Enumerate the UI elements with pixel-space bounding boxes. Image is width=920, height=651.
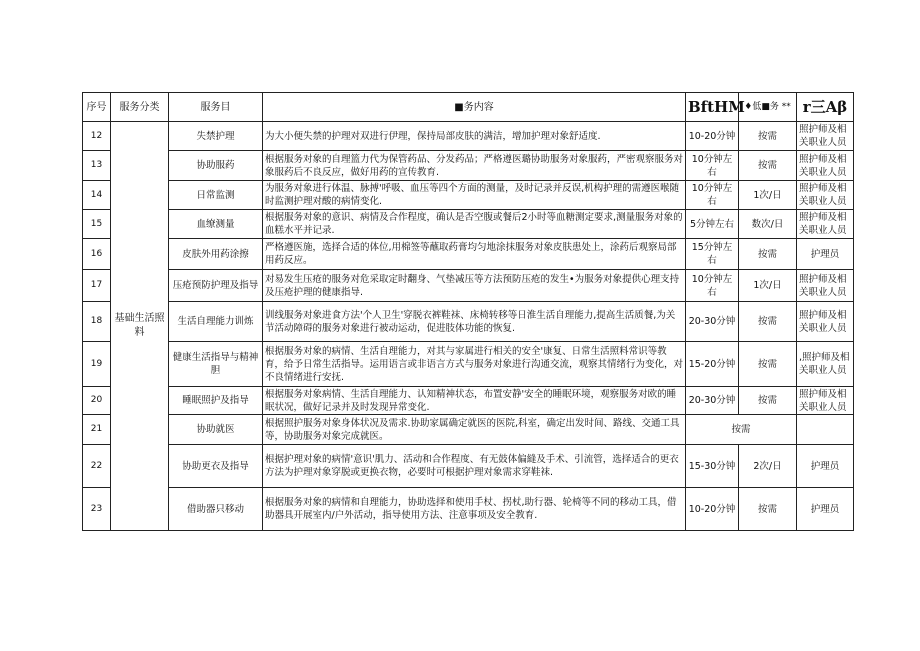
service-item: 协助更衣及指导 <box>169 445 263 488</box>
service-time: 15-20分钟 <box>686 342 739 387</box>
row-number: 14 <box>83 181 111 210</box>
service-item: 借助器只移动 <box>169 488 263 531</box>
service-frequency: 按需 <box>739 342 797 387</box>
service-item: 失禁护理 <box>169 122 263 151</box>
header-category: 服务分类 <box>111 93 169 122</box>
header-staff: r三Aβ <box>797 93 854 122</box>
service-time: 15分钟左右 <box>686 239 739 270</box>
table-row <box>83 151 854 181</box>
service-staff: 照护师及相关职业人员 <box>797 210 854 239</box>
service-frequency: 数次/日 <box>739 210 797 239</box>
header-frequency: ♦低■务 ** <box>739 93 797 122</box>
service-frequency: 按需 <box>739 122 797 151</box>
service-time: 20-30分钟 <box>686 387 739 415</box>
service-content: 根据服务对象的病情和自理能力，协助选择和使用手杖、拐杖,助行器、轮椅等不同的移动工具，借助器具开展室内/户外活动，指导使用方法、注意事项及安全教育. <box>263 488 686 531</box>
service-time: 按需 <box>686 415 797 445</box>
service-category: 基础生活照料 <box>111 122 169 531</box>
service-time: 10-20分钟 <box>686 122 739 151</box>
table-row <box>83 302 854 342</box>
service-time: 5分钟左右 <box>686 210 739 239</box>
row-number: 15 <box>83 210 111 239</box>
service-content: 根据服务对象的自理篮力代为保管药品、分发药品；严格遵医璐协助服务对象服药，严密观察服务对象服药后不良反应，做好用药的宣传教育. <box>263 151 686 181</box>
service-content: 为服务对象进行体温、脉搏'呼吸、血压等四个方面的测量，及时记录并反误,机构护理的需遵医喉随时监测护理对酸的病情变化. <box>263 181 686 210</box>
header-content: ■务内容 <box>263 93 686 122</box>
row-number: 21 <box>83 415 111 445</box>
row-number: 19 <box>83 342 111 387</box>
row-number: 16 <box>83 239 111 270</box>
service-frequency: 按需 <box>739 302 797 342</box>
service-item: 血缭测量 <box>169 210 263 239</box>
table-row <box>83 122 854 151</box>
service-frequency: 按需 <box>739 488 797 531</box>
service-staff: 护理员 <box>797 488 854 531</box>
row-number: 22 <box>83 445 111 488</box>
row-number: 12 <box>83 122 111 151</box>
service-table <box>82 92 854 531</box>
service-staff: 照护师及相关职业人员 <box>797 151 854 181</box>
header-time: BftHM <box>686 93 739 122</box>
service-item: 生活自理能力训炼 <box>169 302 263 342</box>
service-frequency: 1次/日 <box>739 181 797 210</box>
service-staff <box>797 415 854 445</box>
service-content: 根据照护服务对象身体状况及需求.协助家属确定就医的医院,科室，确定出发时间、路线、交通工具等，协助服务对象完成就医。 <box>263 415 686 445</box>
row-number: 18 <box>83 302 111 342</box>
service-time: 10分钟左右 <box>686 181 739 210</box>
service-frequency: 2次/日 <box>739 445 797 488</box>
service-staff: 照护师及相关职业人员 <box>797 302 854 342</box>
service-content: 根据服务对象病情、生活自理能力、认知精神状态，布置安静'安全的睡眠环境，观察服务对欧的睡眠状况，做好记录并及时发现异常变化. <box>263 387 686 415</box>
table-row <box>83 387 854 415</box>
service-time: 10分钟左右 <box>686 270 739 302</box>
header-item: 服务目 <box>169 93 263 122</box>
table-row <box>83 270 854 302</box>
service-time: 20-30分钟 <box>686 302 739 342</box>
table-row <box>83 488 854 531</box>
service-staff: ,照护师及相关职业人员 <box>797 342 854 387</box>
service-time: 10分钟左右 <box>686 151 739 181</box>
service-staff: 照护师及相关职业人员 <box>797 181 854 210</box>
service-content: 根据服务对象的意识、病情及合作程度，确认是否空腹或餐后2小时等血糖测定要求,测量服务对象的血糕水平并记录. <box>263 210 686 239</box>
service-staff: 护理员 <box>797 445 854 488</box>
service-content: 训线服务对象进食方法'个人卫生'穿脱衣裤鞋袜、床椅转移等日淮生活自理能力,提高生活质餐,为关节活动障碍的服务对象进行被动运动，促进肢体功能的恢复. <box>263 302 686 342</box>
service-item: 健康生活指导与精神胆 <box>169 342 263 387</box>
service-content: 严格遵医施，选择合适的体位,用棉签等蘸取药膏均匀地涂抹服务对象皮肤患处上，涂药后观察局部用药反应。 <box>263 239 686 270</box>
service-item: 日常监测 <box>169 181 263 210</box>
service-staff: 照护师及相关职业人员 <box>797 387 854 415</box>
service-item: 皮肤外用药涂擦 <box>169 239 263 270</box>
service-item: 压疮预防护理及指导 <box>169 270 263 302</box>
header-no: 序号 <box>83 93 111 122</box>
service-content: 为大小便失禁的护理对双进行伊理，保持局部皮肤的满洁，增加护理对象舒适度. <box>263 122 686 151</box>
service-content: 对易发生压疮的服务对危采取定时翻身、气垫减压等方法预防压疮的发生•为服务对象提供心理支持及压疮护理的健康指导. <box>263 270 686 302</box>
row-number: 23 <box>83 488 111 531</box>
table-row <box>83 342 854 387</box>
table-row <box>83 181 854 210</box>
service-content: 根据护理对象的病情'意识'肌力、活动和合作程度、有无鼓体偏縫及手术、引流管，选择适合的更衣方法为护理对象穿脱或更换衣物，必要时可根据护理对象需求穿鞋袜. <box>263 445 686 488</box>
service-item: 协助服药 <box>169 151 263 181</box>
service-staff: 照护师及相关职业人员 <box>797 122 854 151</box>
service-staff: 护理员 <box>797 239 854 270</box>
service-frequency: 按需 <box>739 239 797 270</box>
service-time: 10-20分钟 <box>686 488 739 531</box>
table-row <box>83 445 854 488</box>
service-time: 15-30分钟 <box>686 445 739 488</box>
service-frequency: 按需 <box>739 387 797 415</box>
row-number: 20 <box>83 387 111 415</box>
service-content: 根据服务对象的病情、生活自理能力，对其与家属进行相关的安全'康复、日常生活照料常识等教育，给予日常生活指导。运用语言或非语言方式与服务对象进行沟通交流，观察其情绪行为变化，对不良情绪进行安抚. <box>263 342 686 387</box>
table-row <box>83 210 854 239</box>
service-frequency: 按需 <box>739 151 797 181</box>
service-table-sheet <box>82 92 853 531</box>
service-staff: 照护师及相关职业人员 <box>797 270 854 302</box>
service-item: 协助就医 <box>169 415 263 445</box>
service-frequency: 1次/日 <box>739 270 797 302</box>
table-row <box>83 239 854 270</box>
table-header-row <box>83 93 854 122</box>
row-number: 13 <box>83 151 111 181</box>
table-row <box>83 415 854 445</box>
service-item: 睡眠照护及指导 <box>169 387 263 415</box>
row-number: 17 <box>83 270 111 302</box>
